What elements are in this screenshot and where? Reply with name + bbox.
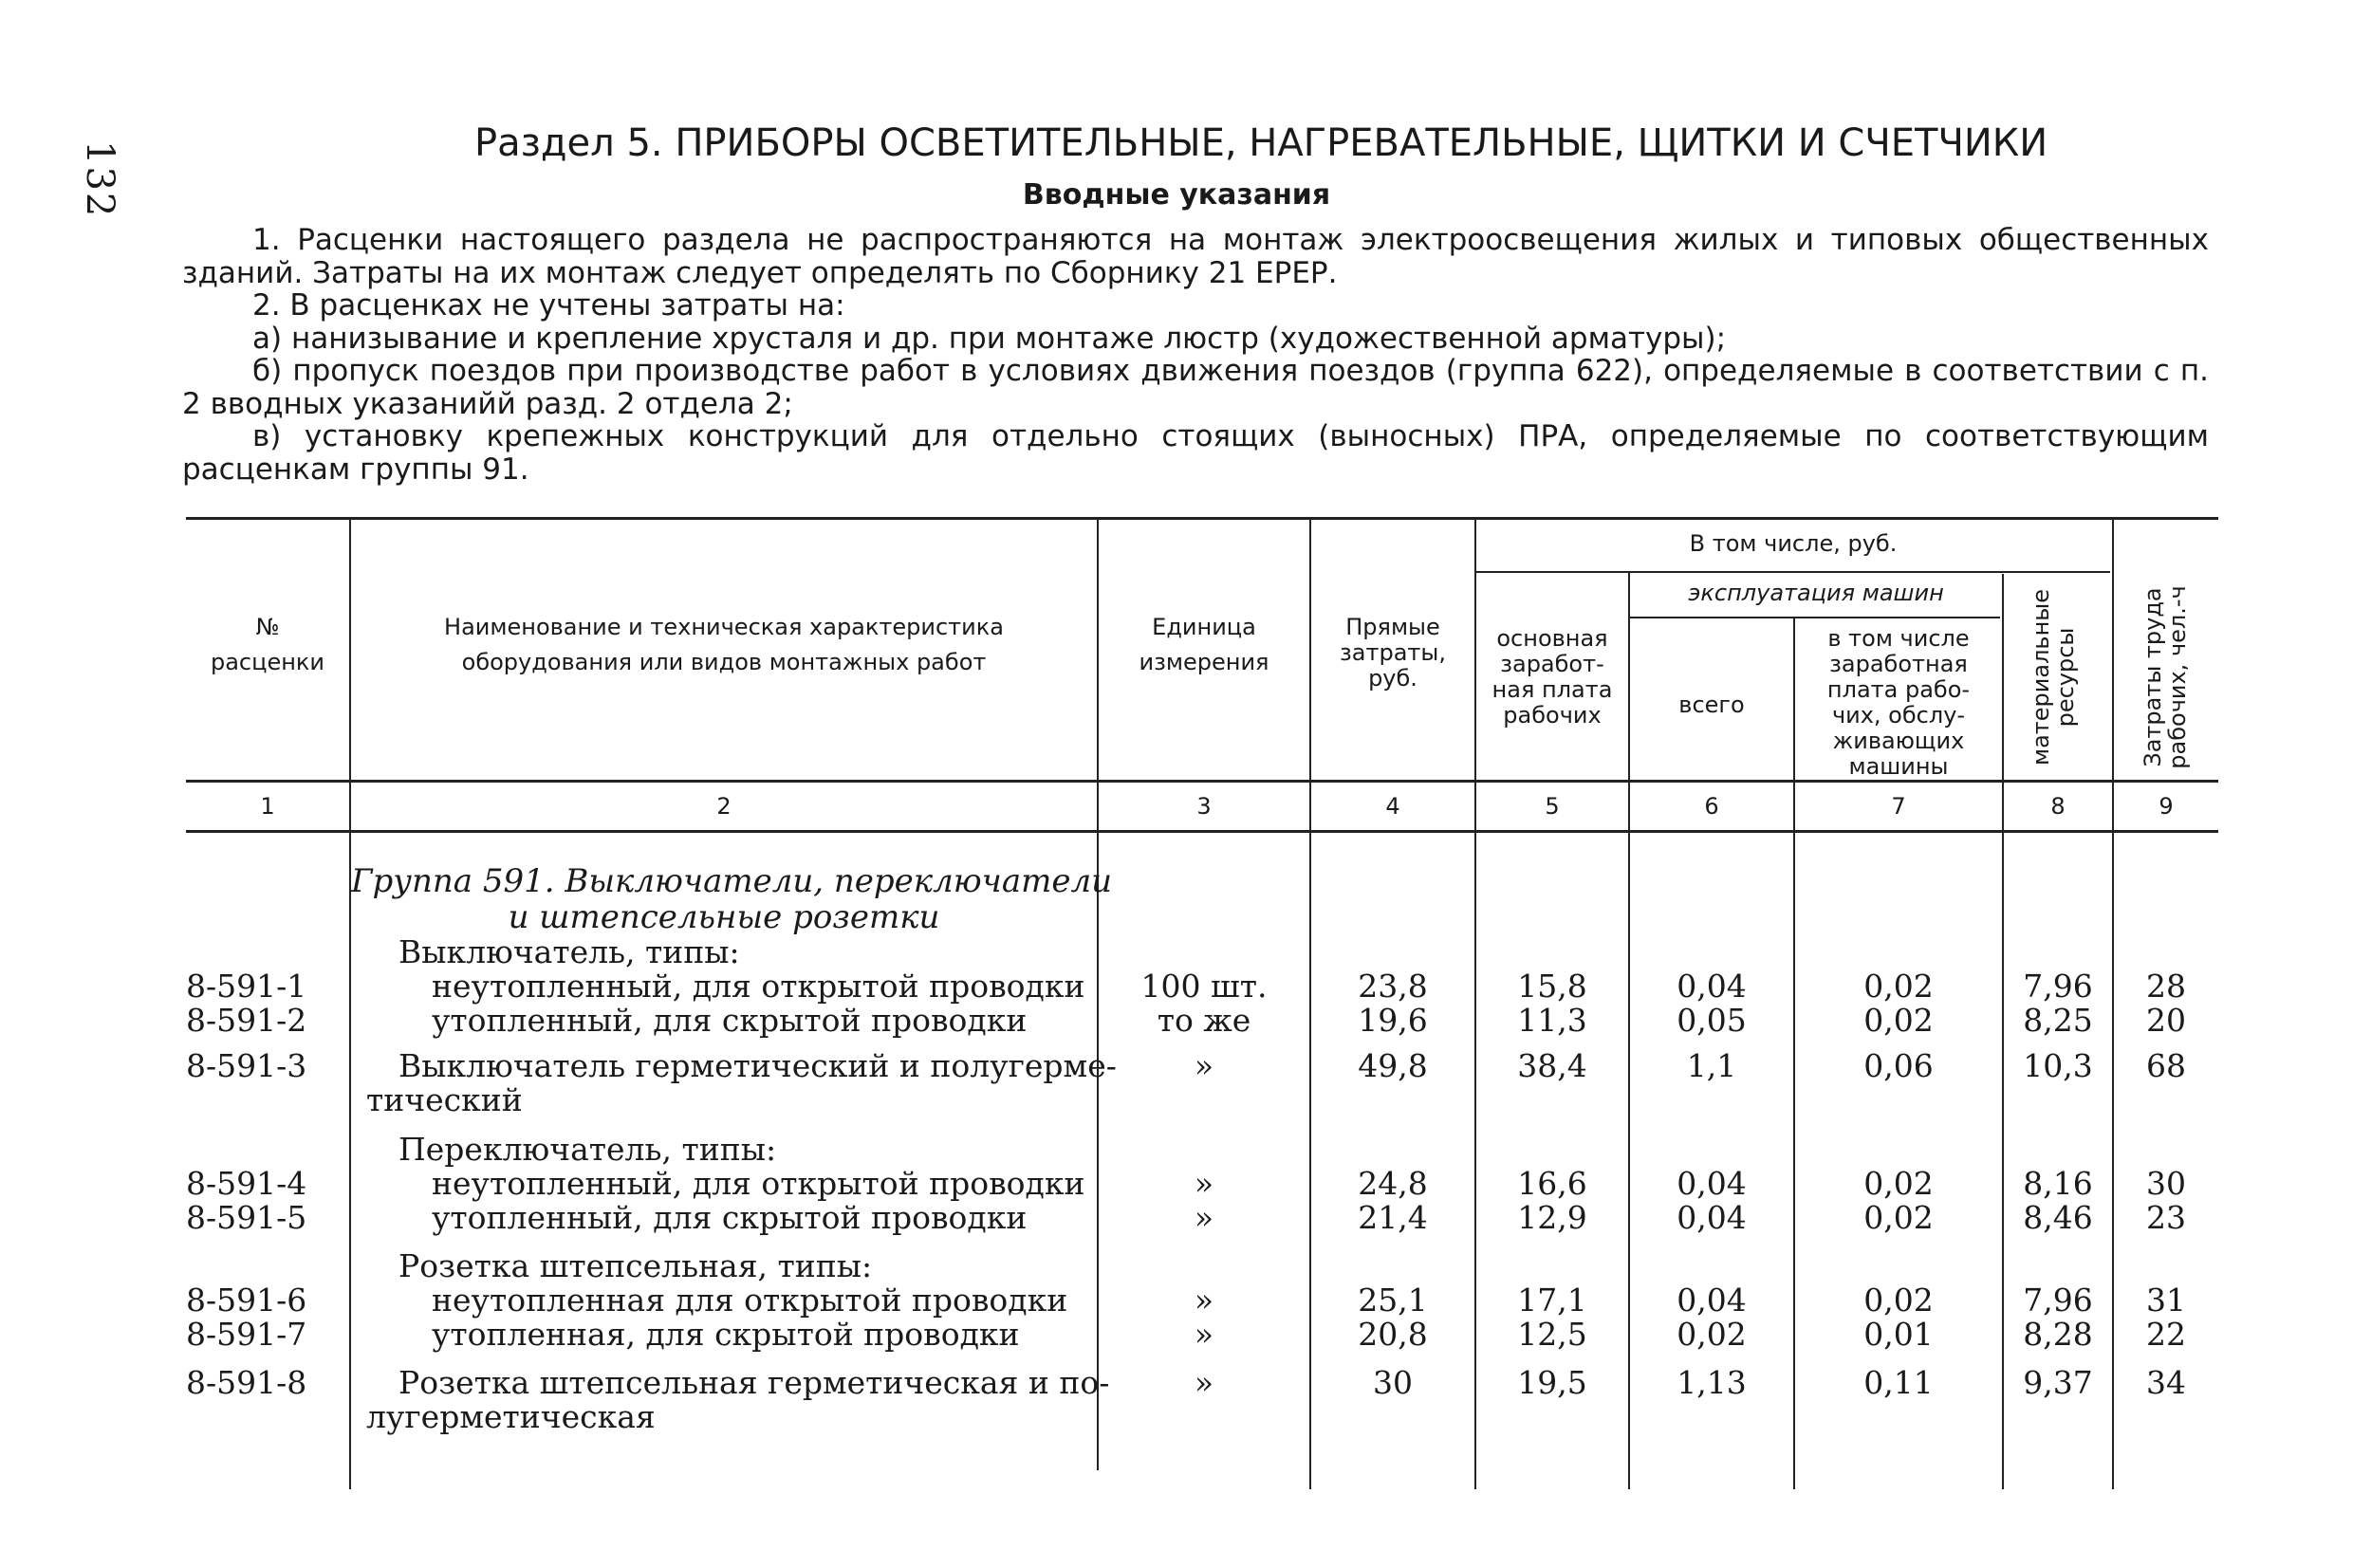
intro-paragraph: в) установку крепежных конструкций для отдельно стоящих (выносных) ПРА, определяемые по соответствующим расценкам группы 91. — [182, 419, 2209, 487]
direct-costs: 21,4 — [1358, 1199, 1428, 1236]
column-number: 3 — [1196, 793, 1212, 820]
materials: 8,25 — [2023, 1002, 2093, 1039]
header-direct-costs: Прямые затраты, руб. — [1340, 614, 1446, 692]
work-name: неутопленный, для открытой проводки — [432, 1165, 1085, 1202]
work-name: неутопленный, для открытой проводки — [432, 968, 1085, 1005]
table-top-rule — [186, 517, 2218, 520]
machine-costs: 1,1 — [1686, 1047, 1737, 1084]
rate-code: 8-591-8 — [186, 1364, 307, 1401]
work-name: утопленный, для скрытой проводки — [432, 1002, 1028, 1039]
machine-wage: 0,02 — [1863, 1282, 1934, 1319]
machine-wage: 0,02 — [1863, 1199, 1934, 1236]
machine-costs: 0,04 — [1677, 968, 1747, 1005]
unit: » — [1194, 1282, 1214, 1319]
intro-paragraph: 2. В расценках не учтены затраты на: — [252, 288, 845, 323]
column-number: 8 — [2050, 793, 2066, 820]
machine-costs: 0,04 — [1677, 1199, 1747, 1236]
materials: 7,96 — [2023, 1282, 2093, 1319]
header-machines: эксплуатация машин — [1688, 580, 1944, 606]
work-name: утопленная, для скрытой проводки — [432, 1316, 1020, 1353]
unit: » — [1194, 1165, 1214, 1202]
unit: » — [1194, 1364, 1214, 1401]
header-machines-total: всего — [1678, 692, 1745, 718]
rate-code: 8-591-3 — [186, 1047, 307, 1084]
machines-rule — [1628, 617, 2000, 618]
labor: 23 — [2146, 1199, 2186, 1236]
base-wage: 19,5 — [1517, 1364, 1587, 1401]
intro-heading: Вводные указания — [1022, 178, 1331, 212]
column-number: 4 — [1385, 793, 1400, 820]
machine-wage: 0,11 — [1863, 1364, 1934, 1401]
materials: 8,16 — [2023, 1165, 2093, 1202]
header-unit: Единица измерения — [1139, 614, 1269, 675]
direct-costs: 49,8 — [1358, 1047, 1428, 1084]
machine-wage: 0,02 — [1863, 968, 1934, 1005]
labor: 28 — [2146, 968, 2186, 1005]
rate-code: 8-591-7 — [186, 1316, 307, 1353]
header-materials: материальные ресурсы — [2028, 589, 2079, 766]
intro-paragraph: 1. Расценки настоящего раздела не распространяются на монтаж электроосвещения жилых и типовых общественных зданий. Затраты на их монтаж следует определять по Сборнику 21 ЕРЕР. — [182, 223, 2209, 290]
work-name: неутопленная для открытой проводки — [432, 1282, 1068, 1319]
labor: 68 — [2146, 1047, 2186, 1084]
labor: 34 — [2146, 1364, 2186, 1401]
rate-code: 8-591-2 — [186, 1002, 307, 1039]
column-number: 6 — [1704, 793, 1719, 820]
base-wage: 16,6 — [1517, 1165, 1587, 1202]
subheading-switch: Выключатель, типы: — [398, 933, 740, 970]
materials: 8,28 — [2023, 1316, 2093, 1353]
intro-paragraph: б) пропуск поездов при производстве работ в условиях движения поездов (группа 622), определяемые в соответствии с п. 2 вводных указанийй разд. 2 отдела 2; — [182, 354, 2209, 421]
base-wage: 12,5 — [1517, 1316, 1587, 1353]
header-machine-wage: в том числе заработная плата рабо- чих, обслу- живающих машины — [1826, 625, 1971, 780]
unit: то же — [1157, 1002, 1251, 1039]
direct-costs: 20,8 — [1358, 1316, 1428, 1353]
machine-costs: 0,05 — [1677, 1002, 1747, 1039]
header-base-wage: основная заработ- ная плата рабочих — [1491, 625, 1613, 729]
machine-wage: 0,02 — [1863, 1002, 1934, 1039]
section-title: Раздел 5. ПРИБОРЫ ОСВЕТИТЕЛЬНЫЕ, НАГРЕВАТЕЛЬНЫЕ, ЩИТКИ И СЧЕТЧИКИ — [474, 121, 2048, 165]
work-name: Выключатель герметический и полугерме- тический — [366, 1047, 1117, 1118]
subheading-socket: Розетка штепсельная, типы: — [398, 1247, 873, 1284]
header-labor: Затраты труда рабочих, чел.-ч — [2140, 585, 2191, 769]
machine-costs: 0,04 — [1677, 1282, 1747, 1319]
machine-wage: 0,02 — [1863, 1165, 1934, 1202]
column-number: 5 — [1545, 793, 1560, 820]
header-name: Наименование и техническая характеристика оборудования или видов монтажных работ — [444, 614, 1004, 675]
materials: 10,3 — [2023, 1047, 2093, 1084]
numbers-bottom-rule — [186, 830, 2218, 833]
header-bottom-rule — [186, 780, 2218, 783]
unit: » — [1194, 1316, 1214, 1353]
column-number: 1 — [260, 793, 275, 820]
direct-costs: 19,6 — [1358, 1002, 1428, 1039]
direct-costs: 30 — [1373, 1364, 1413, 1401]
work-name: утопленный, для скрытой проводки — [432, 1199, 1028, 1236]
labor: 22 — [2146, 1316, 2186, 1353]
labor: 30 — [2146, 1165, 2186, 1202]
page-number: 132 — [78, 140, 121, 219]
column-number: 7 — [1891, 793, 1906, 820]
unit: » — [1194, 1199, 1214, 1236]
base-wage: 15,8 — [1517, 968, 1587, 1005]
intro-paragraph: а) нанизывание и крепление хрусталя и др. при монтаже люстр (художественной арматуры); — [252, 321, 1727, 356]
base-wage: 12,9 — [1517, 1199, 1587, 1236]
header-in-total: В том числе, руб. — [1689, 530, 1898, 557]
machine-costs: 0,02 — [1677, 1316, 1747, 1353]
materials: 8,46 — [2023, 1199, 2093, 1236]
labor: 20 — [2146, 1002, 2186, 1039]
in-total-rule — [1476, 571, 2110, 573]
rate-code: 8-591-5 — [186, 1199, 307, 1236]
base-wage: 11,3 — [1517, 1002, 1587, 1039]
machine-wage: 0,01 — [1863, 1316, 1934, 1353]
column-number: 9 — [2158, 793, 2174, 820]
materials: 9,37 — [2023, 1364, 2093, 1401]
machine-wage: 0,06 — [1863, 1047, 1934, 1084]
work-name: Розетка штепсельная герметическая и по- лугерметическая — [366, 1364, 1110, 1435]
direct-costs: 25,1 — [1358, 1282, 1428, 1319]
base-wage: 17,1 — [1517, 1282, 1587, 1319]
rate-code: 8-591-1 — [186, 968, 307, 1005]
direct-costs: 24,8 — [1358, 1165, 1428, 1202]
unit: 100 шт. — [1140, 968, 1268, 1005]
labor: 31 — [2146, 1282, 2186, 1319]
direct-costs: 23,8 — [1358, 968, 1428, 1005]
rate-code: 8-591-4 — [186, 1165, 307, 1202]
subheading-changeover: Переключатель, типы: — [398, 1131, 777, 1168]
group-title: Группа 591. Выключатели, переключатели и штепсельные розетки — [351, 862, 1113, 936]
unit: » — [1194, 1047, 1214, 1084]
materials: 7,96 — [2023, 968, 2093, 1005]
base-wage: 38,4 — [1517, 1047, 1587, 1084]
header-code: № расценки — [210, 614, 325, 675]
machine-costs: 0,04 — [1677, 1165, 1747, 1202]
column-number: 2 — [716, 793, 732, 820]
machine-costs: 1,13 — [1677, 1364, 1747, 1401]
rate-code: 8-591-6 — [186, 1282, 307, 1319]
intro-text — [182, 224, 2209, 486]
